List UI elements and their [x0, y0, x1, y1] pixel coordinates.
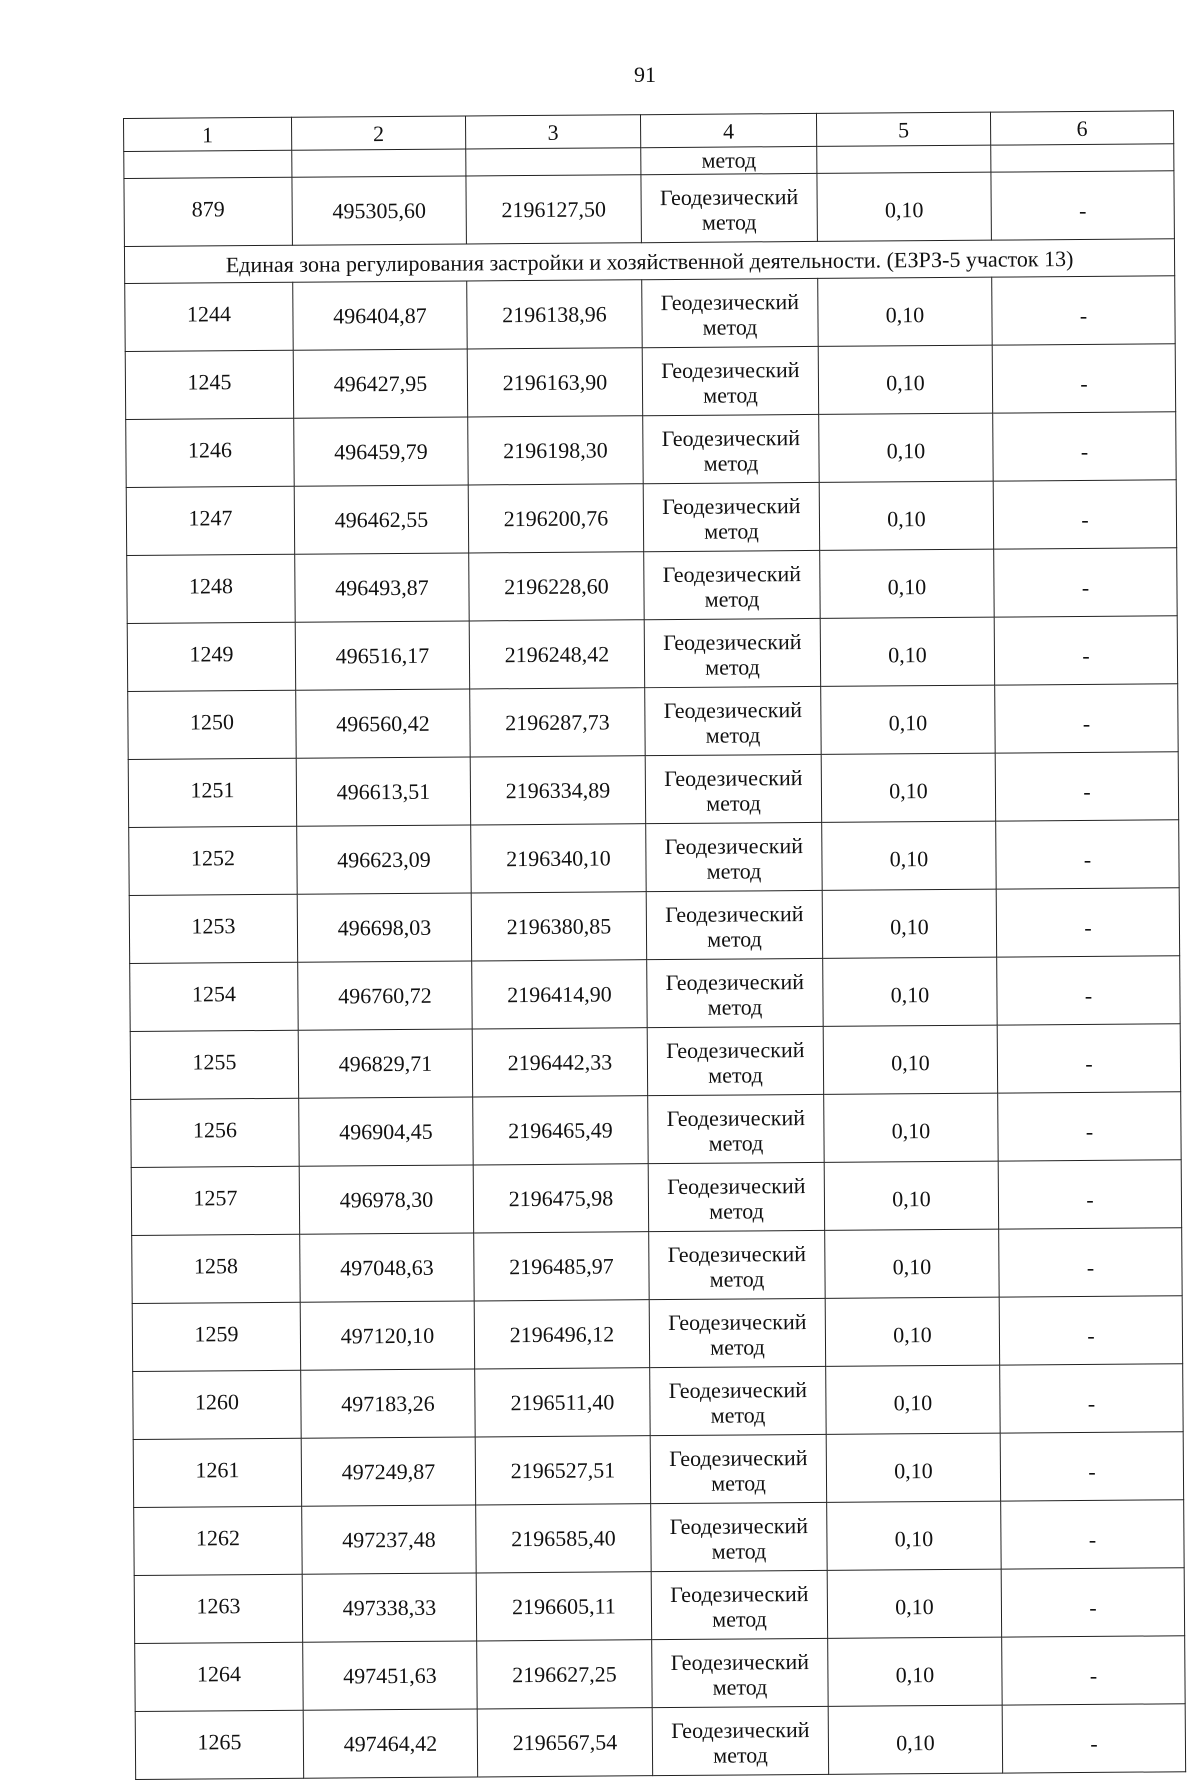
y-coordinate-cell: 2196475,98 [473, 1164, 648, 1233]
column-number-4: 4 [640, 113, 816, 147]
note-cell: - [993, 480, 1176, 549]
method-line-1: Геодезический [663, 628, 802, 655]
x-coordinate-cell: 496760,72 [298, 961, 472, 1030]
method-cell [644, 618, 820, 687]
point-number-cell: 1259 [132, 1302, 300, 1371]
method-line-1: Геодезический [665, 968, 805, 995]
method-line-2: метод [710, 1401, 766, 1428]
method-line-2: метод [708, 1061, 763, 1088]
point-number-cell: 1260 [133, 1370, 301, 1439]
continuation-cell-2 [292, 149, 466, 177]
method-cell [647, 1026, 823, 1095]
method-line-1: Геодезический [670, 1580, 809, 1607]
point-number-cell: 879 [124, 177, 292, 246]
method-cell [652, 1638, 828, 1707]
note-cell: - [999, 1296, 1182, 1365]
x-coordinate-cell: 497120,10 [300, 1301, 474, 1370]
accuracy-cell: 0,10 [822, 821, 996, 890]
table-row [124, 171, 1174, 247]
method-line-1: Геодезический [667, 1172, 806, 1199]
method-line-1: Геодезический [665, 900, 804, 927]
y-coordinate-cell: 2196527,51 [475, 1436, 650, 1505]
table-row [127, 616, 1177, 692]
method-line-2: метод [705, 721, 761, 748]
method-line-2: метод [703, 449, 759, 476]
note-cell: - [1000, 1432, 1183, 1501]
accuracy-cell: 0,10 [821, 685, 995, 754]
method-line-2: метод [710, 1333, 765, 1360]
note-cell: - [993, 412, 1176, 481]
method-cell [651, 1570, 827, 1639]
y-coordinate-cell: 2196465,49 [473, 1096, 648, 1165]
method-line-2: метод [707, 925, 762, 952]
x-coordinate-cell: 496698,03 [297, 893, 471, 962]
y-coordinate-cell: 2196200,76 [468, 484, 643, 553]
x-coordinate-cell: 497338,33 [302, 1573, 476, 1642]
point-number-cell: 1263 [134, 1574, 302, 1643]
point-number-cell: 1256 [131, 1098, 299, 1167]
accuracy-cell: 0,10 [818, 277, 992, 346]
accuracy-cell: 0,10 [820, 549, 994, 618]
accuracy-cell: 0,10 [817, 172, 991, 241]
accuracy-cell: 0,10 [825, 1229, 999, 1298]
method-line-1: Геодезический [669, 1512, 809, 1539]
accuracy-cell: 0,10 [826, 1433, 1000, 1502]
note-cell: - [1000, 1364, 1183, 1433]
point-number-cell: 1246 [126, 418, 294, 487]
column-number-3: 3 [465, 115, 640, 149]
method-line-1: Геодезический [666, 1104, 806, 1131]
note-cell: - [999, 1228, 1182, 1297]
method-line-1: Геодезический [670, 1648, 810, 1675]
method-line-2: метод [708, 1129, 764, 1156]
table-row [126, 412, 1176, 488]
method-line-1: Геодезический [659, 183, 799, 210]
x-coordinate-cell: 497237,48 [302, 1505, 476, 1574]
note-cell: - [1001, 1500, 1184, 1569]
y-coordinate-cell: 2196414,90 [472, 960, 647, 1029]
table-row [131, 1092, 1181, 1168]
accuracy-cell: 0,10 [828, 1705, 1002, 1774]
accuracy-cell: 0,10 [826, 1365, 1000, 1434]
method-line-2: метод [705, 653, 760, 680]
x-coordinate-cell: 497048,63 [300, 1233, 474, 1302]
x-coordinate-cell: 496493,87 [295, 553, 469, 622]
method-line-1: Геодезический [664, 832, 804, 859]
table-row [132, 1228, 1182, 1304]
table-row [129, 888, 1179, 964]
table-row [126, 480, 1176, 556]
y-coordinate-cell: 2196228,60 [469, 552, 644, 621]
method-cell [645, 686, 821, 755]
accuracy-cell: 0,10 [825, 1297, 999, 1366]
note-cell: - [996, 888, 1179, 957]
method-line-2: метод [712, 1605, 767, 1632]
x-coordinate-cell: 497451,63 [303, 1641, 477, 1710]
method-line-2: метод [711, 1537, 767, 1564]
method-cell [644, 550, 820, 619]
method-line-1: Геодезический [668, 1376, 808, 1403]
point-number-cell: 1249 [127, 622, 295, 691]
x-coordinate-cell: 496459,79 [294, 417, 468, 486]
x-coordinate-cell: 496462,55 [294, 485, 468, 554]
method-line-1: Геодезический [662, 560, 802, 587]
method-cell [643, 482, 819, 551]
x-coordinate-cell: 496404,87 [293, 281, 467, 350]
table-row [127, 548, 1177, 624]
note-cell: - [997, 1024, 1180, 1093]
method-line-2: метод [711, 1469, 766, 1496]
y-coordinate-cell: 2196605,11 [476, 1572, 651, 1641]
point-number-cell: 1254 [130, 962, 298, 1031]
method-cell [646, 822, 822, 891]
note-cell: - [992, 276, 1175, 345]
x-coordinate-cell: 497464,42 [303, 1709, 477, 1778]
method-line-2: метод [712, 1673, 768, 1700]
y-coordinate-cell: 2196340,10 [471, 824, 646, 893]
method-line-2: метод [706, 789, 761, 816]
point-number-cell: 1248 [127, 554, 295, 623]
point-number-cell: 1258 [132, 1234, 300, 1303]
method-line-1: Геодезический [668, 1308, 807, 1335]
note-cell: - [994, 548, 1177, 617]
accuracy-cell: 0,10 [820, 617, 994, 686]
accuracy-cell: 0,10 [824, 1093, 998, 1162]
accuracy-cell: 0,10 [828, 1637, 1002, 1706]
y-coordinate-cell: 2196248,42 [469, 620, 644, 689]
table-row [125, 344, 1175, 420]
accuracy-cell: 0,10 [827, 1569, 1001, 1638]
method-line-2: метод [702, 313, 758, 340]
table-row [125, 276, 1175, 352]
x-coordinate-cell: 495305,60 [292, 176, 466, 245]
note-cell: - [1002, 1704, 1185, 1773]
method-cell [650, 1434, 826, 1503]
method-cell [642, 346, 818, 415]
accuracy-cell: 0,10 [823, 1025, 997, 1094]
x-coordinate-cell: 497249,87 [301, 1437, 475, 1506]
y-coordinate-cell: 2196485,97 [474, 1232, 649, 1301]
accuracy-cell: 0,10 [818, 345, 992, 414]
continuation-cell-5 [817, 145, 991, 173]
method-cell [645, 754, 821, 823]
point-number-cell: 1252 [129, 826, 297, 895]
point-number-cell: 1255 [130, 1030, 298, 1099]
coordinates-table [123, 110, 1186, 1780]
method-cell [649, 1298, 825, 1367]
point-number-cell: 1264 [135, 1642, 303, 1711]
method-line-2: метод [706, 857, 762, 884]
method-cell [642, 278, 818, 347]
table-row [134, 1500, 1184, 1576]
table-row [131, 1160, 1181, 1236]
method-line-1: Геодезический [671, 1716, 810, 1743]
note-cell: - [994, 616, 1177, 685]
continuation-cell-3 [466, 148, 641, 176]
method-line-1: Геодезический [667, 1240, 807, 1267]
method-cell [648, 1094, 824, 1163]
accuracy-cell: 0,10 [819, 481, 993, 550]
method-cell [652, 1706, 828, 1775]
table-row [128, 684, 1178, 760]
method-cell [643, 414, 819, 483]
method-line-2: метод [709, 1265, 765, 1292]
point-number-cell: 1257 [131, 1166, 299, 1235]
method-line-1: Геодезический [661, 424, 801, 451]
point-number-cell: 1250 [128, 690, 296, 759]
method-line-2: метод [703, 381, 758, 408]
zone-title: Единая зона регулирования застройки и хозяйственной деятельности. (ЕЗРЗ-5 участок 13) [124, 239, 1174, 284]
method-line-2: метод [707, 993, 763, 1020]
continuation-method-cell: метод [641, 146, 817, 174]
x-coordinate-cell: 496516,17 [295, 621, 469, 690]
y-coordinate-cell: 2196138,96 [467, 280, 642, 349]
method-cell [649, 1230, 825, 1299]
method-line-1: Геодезический [662, 492, 801, 519]
column-number-5: 5 [816, 112, 990, 146]
method-cell [650, 1366, 826, 1435]
method-line-1: Геодезический [661, 356, 800, 383]
method-cell [648, 1162, 824, 1231]
method-line-1: Геодезический [660, 288, 800, 315]
x-coordinate-cell: 496904,45 [299, 1097, 473, 1166]
method-line-1: Геодезический [666, 1036, 805, 1063]
table-row [128, 752, 1178, 828]
method-cell [641, 173, 817, 242]
method-line-2: метод [709, 1197, 764, 1224]
coordinates-table-wrapper [123, 110, 1185, 1780]
page-number: 91 [634, 62, 656, 87]
y-coordinate-cell: 2196127,50 [466, 175, 641, 244]
y-coordinate-cell: 2196198,30 [468, 416, 643, 485]
point-number-cell: 1253 [129, 894, 297, 963]
point-number-cell: 1244 [125, 282, 293, 351]
x-coordinate-cell: 496427,95 [293, 349, 467, 418]
note-cell: - [995, 684, 1178, 753]
column-number-2: 2 [291, 116, 465, 150]
y-coordinate-cell: 2196511,40 [475, 1368, 650, 1437]
continuation-cell-1 [124, 150, 292, 178]
accuracy-cell: 0,10 [819, 413, 993, 482]
table-row [133, 1432, 1183, 1508]
point-number-cell: 1261 [133, 1438, 301, 1507]
point-number-cell: 1245 [125, 350, 293, 419]
table-row [133, 1364, 1183, 1440]
point-number-cell: 1251 [128, 758, 296, 827]
x-coordinate-cell: 496829,71 [298, 1029, 472, 1098]
y-coordinate-cell: 2196380,85 [471, 892, 646, 961]
method-line-1: Геодезический [669, 1444, 808, 1471]
y-coordinate-cell: 2196287,73 [470, 688, 645, 757]
point-number-cell: 1262 [134, 1506, 302, 1575]
note-cell: - [998, 1092, 1181, 1161]
column-number-1: 1 [124, 117, 292, 151]
note-cell: - [997, 956, 1180, 1025]
accuracy-cell: 0,10 [821, 753, 995, 822]
table-row [130, 956, 1180, 1032]
x-coordinate-cell: 496560,42 [296, 689, 470, 758]
y-coordinate-cell: 2196627,25 [477, 1640, 652, 1709]
table-row [130, 1024, 1180, 1100]
x-coordinate-cell: 496623,09 [297, 825, 471, 894]
x-coordinate-cell: 496613,51 [296, 757, 470, 826]
method-line-2: метод [701, 208, 757, 235]
table-row [132, 1296, 1182, 1372]
method-line-2: метод [713, 1741, 768, 1768]
table-row [134, 1568, 1184, 1644]
point-number-cell: 1247 [126, 486, 294, 555]
table-row [135, 1704, 1185, 1780]
table-row [135, 1636, 1185, 1712]
method-cell [646, 890, 822, 959]
method-line-2: метод [704, 517, 759, 544]
continuation-cell-6 [991, 144, 1174, 172]
note-cell: - [996, 820, 1179, 889]
note-cell: - [992, 344, 1175, 413]
note-cell: - [1001, 1568, 1184, 1637]
column-number-6: 6 [990, 111, 1173, 145]
y-coordinate-cell: 2196442,33 [472, 1028, 647, 1097]
accuracy-cell: 0,10 [823, 957, 997, 1026]
method-cell [647, 958, 823, 1027]
y-coordinate-cell: 2196334,89 [470, 756, 645, 825]
accuracy-cell: 0,10 [827, 1501, 1001, 1570]
y-coordinate-cell: 2196567,54 [477, 1708, 652, 1777]
method-line-2: метод [704, 585, 760, 612]
accuracy-cell: 0,10 [824, 1161, 998, 1230]
note-cell: - [995, 752, 1178, 821]
method-line-1: Геодезический [664, 764, 803, 791]
point-number-cell: 1265 [135, 1710, 303, 1779]
note-cell: - [998, 1160, 1181, 1229]
note-cell: - [1002, 1636, 1185, 1705]
accuracy-cell: 0,10 [822, 889, 996, 958]
coordinates-table-body [124, 111, 1186, 1780]
method-line-1: Геодезический [663, 696, 803, 723]
note-cell: - [991, 171, 1174, 240]
y-coordinate-cell: 2196585,40 [476, 1504, 651, 1573]
x-coordinate-cell: 496978,30 [299, 1165, 473, 1234]
y-coordinate-cell: 2196163,90 [467, 348, 642, 417]
x-coordinate-cell: 497183,26 [301, 1369, 475, 1438]
table-row [129, 820, 1179, 896]
method-cell [651, 1502, 827, 1571]
y-coordinate-cell: 2196496,12 [474, 1300, 649, 1369]
